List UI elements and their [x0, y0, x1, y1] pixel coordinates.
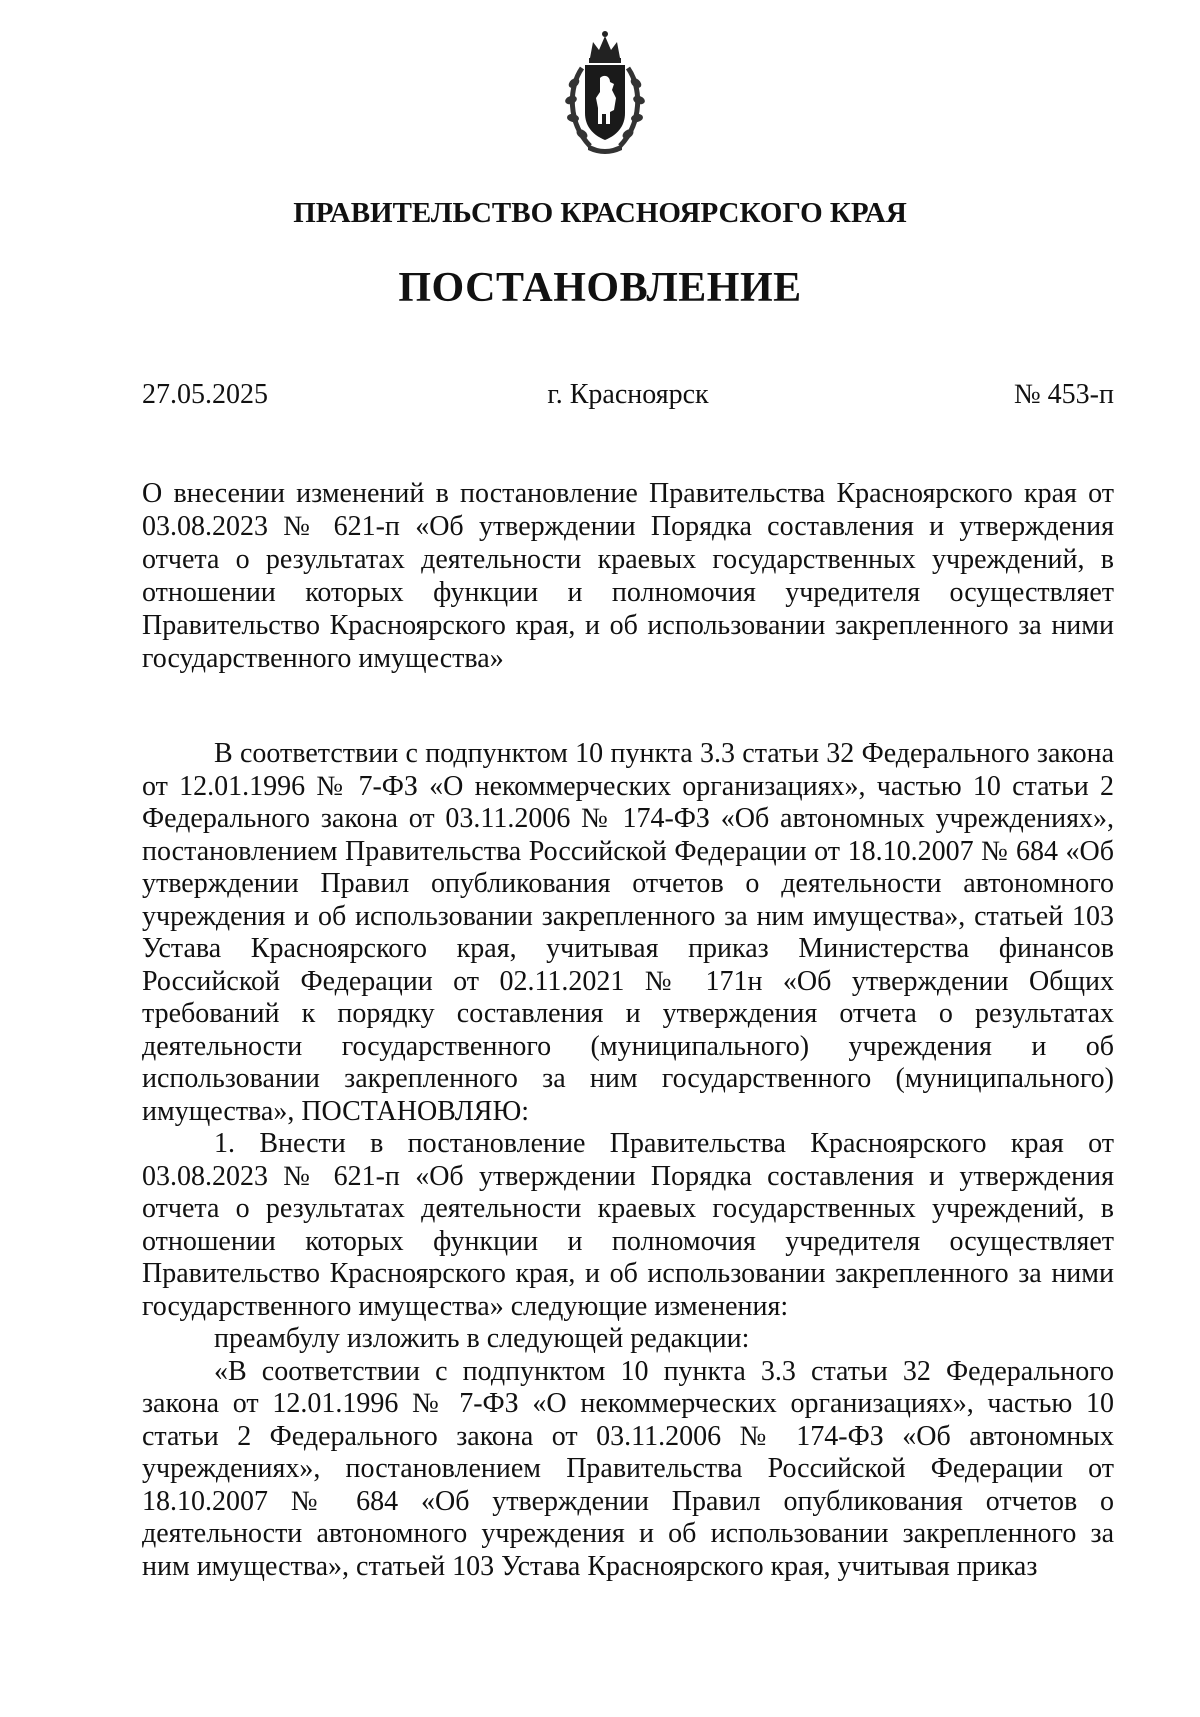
document-city: г. Красноярск — [547, 379, 709, 410]
body-paragraph: «В соответствии с подпунктом 10 пункта 3.3 статьи 32 Федерального закона от 12.01.1996 № 7-ФЗ «О некоммерческих организациях», частью 10 статьи 2 Федерального закона от 03.11.2006 № 174-ФЗ «Об автономных учреждениях», постановлением Правительства Российской Федерации от 18.10.2007 № 684 «Об утверждении Правил опубликования отчетов о деятельности автономного учреждения и об использовании закрепленного за ним имущества», статьей 103 Устава Красноярского края, учитывая приказ — [142, 1355, 1114, 1582]
organization-name: ПРАВИТЕЛЬСТВО КРАСНОЯРСКОГО КРАЯ — [293, 197, 907, 229]
coat-of-arms-icon — [560, 28, 650, 158]
document-body — [142, 738, 1114, 1583]
document-number: № 453-п — [1013, 379, 1114, 410]
body-paragraph: преамбулу изложить в следующей редакции: — [214, 1323, 750, 1354]
body-paragraph: 1. Внести в постановление Правительства Красноярского края от 03.08.2023 № 621-п «Об утверждении Порядка составления и утверждения отчета о результатах деятельности краевых государственных учреждений, в отношении которых функции и полномочия учредителя осуществляет Правительство Красноярского края, и об использовании закрепленного за ними государственного имущества» следующие изменения: — [142, 1128, 1114, 1322]
document-subject: О внесении изменений в постановление Правительства Красноярского края от 03.08.2023 № 621-п «Об утверждении Порядка составления и утверждения отчета о результатах деятельности краевых государственных учреждений, в отношении которых функции и полномочия учредителя осуществляет Правительство Красноярского края, и об использовании закрепленного за ними государственного имущества» — [142, 478, 1114, 674]
document-type-title: ПОСТАНОВЛЕНИЕ — [398, 265, 802, 311]
body-paragraph: В соответствии с подпунктом 10 пункта 3.3 статьи 32 Федерального закона от 12.01.1996 № 7-ФЗ «О некоммерческих организациях», частью 10 статьи 2 Федерального закона от 03.11.2006 № 174-ФЗ «Об автономных учреждениях», постановлением Правительства Российской Федерации от 18.10.2007 № 684 «Об утверждении Правил опубликования отчетов о деятельности автономного учреждения и об использовании закрепленного за ним имущества», статьей 103 Устава Красноярского края, учитывая приказ Министерства финансов Российской Федерации от 02.11.2021 № 171н «Об утверждении Общих требований к порядку составления и утверждения отчета о результатах деятельности государственного (муниципального) учреждения и об использовании закрепленного за ним государственного (муниципального) имущества», ПОСТАНОВЛЯЮ: — [142, 738, 1114, 1127]
document-date: 27.05.2025 — [142, 379, 268, 410]
